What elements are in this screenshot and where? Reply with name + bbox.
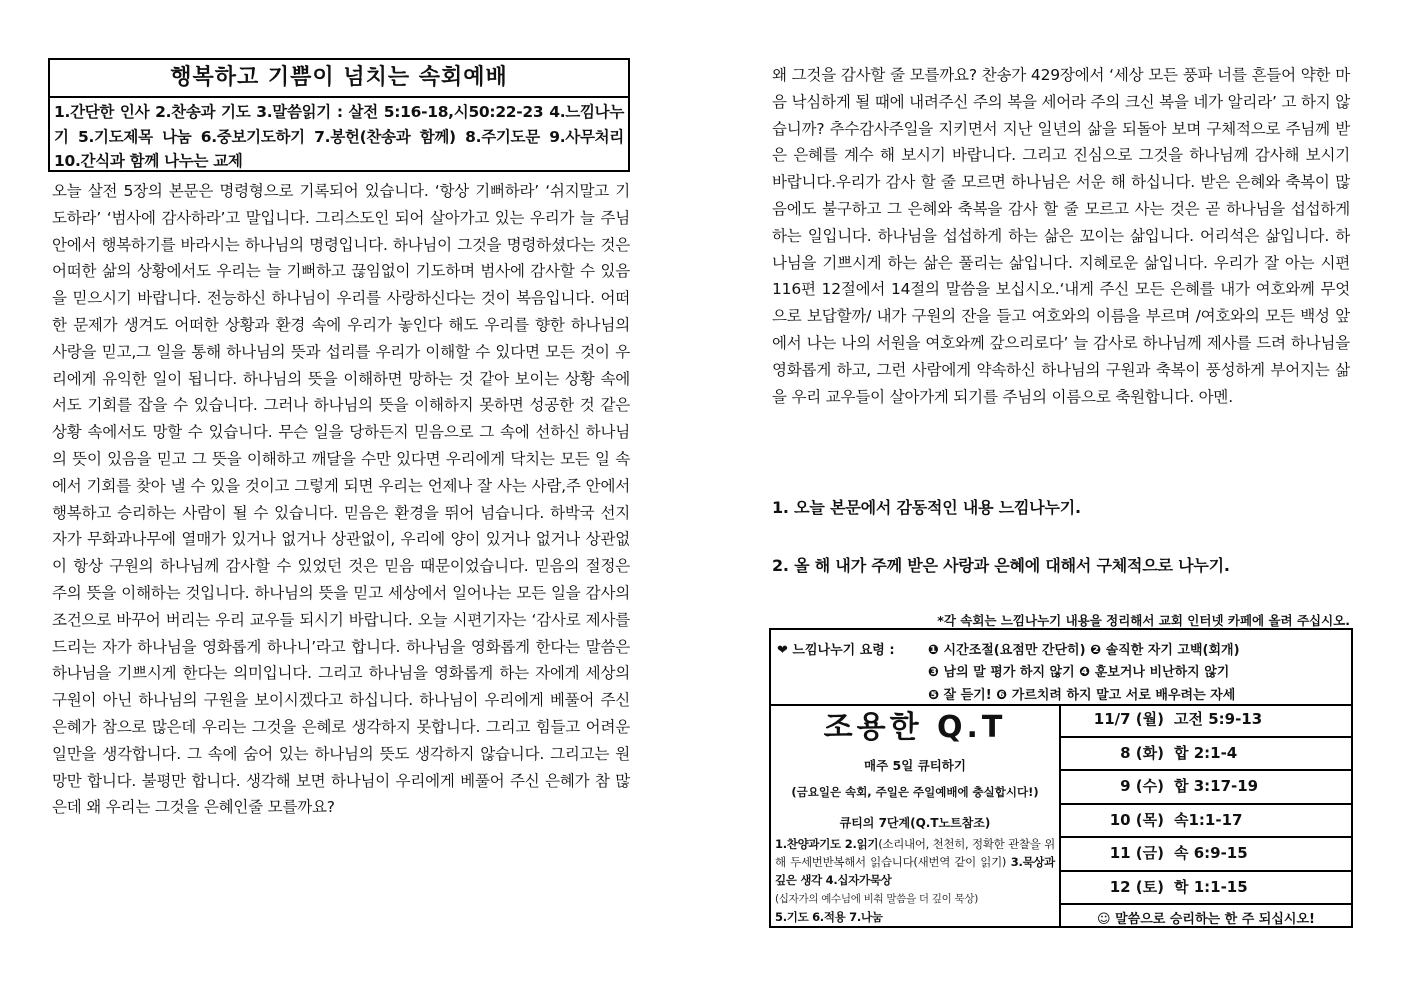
qt-step-2-note: (소리내어, 천천히, 정확한 관찰을 위해 두세번반복해서 읽습니다(새번역 같이 읽기)	[775, 837, 1055, 869]
schedule-row	[1061, 805, 1351, 839]
qt-step-1-2: 1.찬양과기도 2.읽기	[775, 837, 879, 851]
discussion-question-1: 1. 오늘 본문에서 감동적인 내용 느낌나누기.	[772, 498, 1081, 517]
schedule-day: 8 (화)	[1120, 743, 1164, 762]
qt-step-4-note: (십자가의 예수님에 비춰 말씀을 더 깊이 묵상)	[775, 893, 978, 905]
sermon-right-column: 왜 그것을 감사할 줄 모를까요? 찬송가 429장에서 ‘세상 모든 풍파 너를 흔들어 약한 마음 낙심하게 될 때에 내려주신 주의 복을 세어라 주의 크신 복을 네가 알리라’ 고 하지 않습니까? 추수감사주일을 지키면서 지난 일년의 삶을 되돌아 보며 구체적으로 주님께 받은 은혜를 계수 해 보시기 바랍니다. 그리고 진심으로 그것을 하나님께 감사해 보시기 바랍니다.우리가 감사 할 줄 모르면 하나님은 서운 해 하십니다. 받은 은혜와 축복이 많음에도 불구하고 그 은혜와 축복을 감사 할 줄 모르고 사는 것은 곧 하나님을 섭섭하게 하는 일입니다. 하나님을 섭섭하게 하는 삶은 꼬이는 삶입니다. 어리석은 삶입니다. 하나님을 기쁘시게 하는 삶은 풀리는 삶입니다. 지혜로운 삶입니다. 우리가 잘 아는 시편 116편 12절에서 14절의 말씀을 보십시오.‘내게 주신 모든 은혜를 내가 여호와께 무엇으로 보답할까/ 내가 구원의 잔을 들고 여호와의 이름을 부르며 /여호와의 모든 백성 앞에서 나는 나의 서원을 여호와께 갚으리로다’ 늘 감사로 하나님께 제사를 드려 하나님을 영화롭게 하고, 그런 사람에게 약속하신 하나님의 구원과 축복이 풍성하게 부어지는 삶을 우리 교우들이 살아가게 되기를 주님의 이름으로 축원합니다. 아멘.	[772, 66, 1350, 406]
discussion-question-2: 2. 올 해 내가 주께 받은 사랑과 은혜에 대해서 구체적으로 나누기.	[772, 556, 1230, 575]
schedule-reference: 합 3:17-19	[1174, 777, 1259, 795]
schedule-row	[1061, 838, 1351, 872]
sharing-guide-label: ❤ 느낌나누기 요령 :	[777, 643, 895, 658]
qt-schedule	[1061, 704, 1351, 926]
schedule-row	[1061, 704, 1351, 738]
closing-message: ☺ 말씀으로 승리하는 한 주 되십시오!	[1097, 912, 1315, 927]
schedule-day: 12 (토)	[1109, 877, 1164, 896]
sharing-guide-line-2: ❸ 남의 말 평가 하지 않기 ❹ 훈보거나 비난하지 않기	[928, 665, 1230, 680]
sharing-guide-line-3: ❺ 잘 듣기! ❻ 가르치려 하지 말고 서로 배우려는 자세	[928, 688, 1236, 703]
schedule-reference: 합 2:1-4	[1174, 743, 1238, 762]
sharing-guide-line-1: ❶ 시간조절(요점만 간단히) ❷ 솔직한 자기 고백(회개)	[928, 643, 1240, 658]
sermon-left-column: 오늘 살전 5장의 본문은 명령형으로 기록되어 있습니다. ‘항상 기뻐하라’ ‘쉬지말고 기도하라’ ‘범사에 감사하라’고 말입니다. 그리스도인 되어 살아가고 있는 우리가 늘 주님 안에서 행복하기를 바라시는 하나님의 명령입니다. 하나님이 그것을 명령하셨다는 것은 어떠한 삶의 상황에서도 우리는 늘 기뻐하고 끊임없이 기도하며 범사에 감사할 수 있음을 믿으시기 바랍니다. 전능하신 하나님이 우리를 사랑하신다는 것이 복음입니다. 어떠한 문제가 생겨도 어떠한 상황과 환경 속에 우리가 놓인다 해도 우리를 향한 하나님의 사랑을 믿고,그 일을 통해 하나님의 뜻과 섭리를 우리가 이해할 수 있다면 모든 것이 우리에게 유익한 일이 됩니다. 하나님의 뜻을 이해하면 망하는 것 같아 보이는 상황 속에서도 기회를 잡을 수 있습니다. 그러나 하나님의 뜻을 이해하지 못하면 성공한 것 같은 상황 속에서도 망할 수 있습니다. 무슨 일을 당하든지 믿음으로 그 속에 선하신 하나님의 뜻이 있음을 믿고 그 뜻을 이해하고 깨달을 수만 있다면 우리에게 닥치는 모든 일 속에서 기회를 찾아 낼 수 있을 것이고 그렇게 되면 우리는 언제나 잘 사는 사람,주 안에서 행복하고 승리하는 사람이 될 수 있습니다. 믿음은 환경을 뛰어 넘습니다. 하박국 선지자가 무화과나무에 열매가 있거나 없거나 상관없이, 우리에 양이 있거나 없거나 상관없이 항상 구원의 하나님께 감사할 수 있었던 것은 믿음 때문이었습니다. 믿음의 절정은 주의 뜻을 이해하는 것입니다. 하나님의 뜻을 믿고 세상에서 일어나는 모든 일을 감사의 조건으로 바꾸어 버리는 우리 교우들 되시기 바랍니다. 오늘 시편기자는 ‘감사로 제사를 드리는 자가 하나님을 영화롭게 하나니’라고 합니다. 하나님을 영화롭게 한다는 말씀은 하나님을 기쁘시게 한다는 의미입니다. 그리고 하나님을 영화롭게 하는 자에게 세상의 구원이 아닌 하나님의 구원을 보이시겠다고 하십니다. 하나님이 우리에게 베풀어 주신 은혜가 참으로 많은데 우리는 그것을 은혜로 생각하지 못합니다. 그리고 힘들고 어려운 일만을 생각합니다. 그 속에 숨어 있는 하나님의 뜻도 생각하지 않습니다. 그리고는 원망만 합니다. 불평만 합니다. 생각해 보면 하나님이 우리에게 베풀어 주신 은혜가 참 많은데 왜 우리는 그것을 은혜인줄 모를까요?	[52, 182, 630, 817]
schedule-row	[1061, 771, 1351, 805]
qt-steps	[771, 835, 1059, 926]
schedule-reference: 학 1:1-15	[1174, 877, 1248, 896]
schedule-reference: 속1:1-17	[1174, 810, 1243, 829]
schedule-day: 11/7 (월)	[1093, 710, 1164, 728]
worship-order: 1.간단한 인사 2.찬송과 기도 3.말씀읽기 : 살전 5:16-18,시50:22-23 4.느낌나누기 5.기도제목 나눔 6.중보기도하기 7.봉헌(찬송과 함께) 8.주기도문 9.사무처리 10.간식과 함께 나누는 교제	[54, 103, 624, 170]
schedule-row	[1061, 872, 1351, 906]
qt-subtitle: 매주 5일 큐티하기	[864, 758, 966, 773]
qt-subnote: (금요일은 속회, 주일은 주일예배에 충실합시다!)	[791, 785, 1039, 799]
schedule-row	[1061, 738, 1351, 772]
page-title: 행복하고 기쁨이 넘치는 속회예배	[50, 60, 628, 98]
qt-title: 조용한 Q.T	[823, 710, 1007, 745]
posting-note: *각 속회는 느낌나누기 내용을 정리해서 교회 인터넷 카페에 올려 주십시오.	[937, 613, 1350, 628]
schedule-day: 11 (금)	[1109, 844, 1164, 862]
worship-header-box	[48, 58, 630, 172]
qt-info-panel	[771, 704, 1061, 926]
schedule-reference: 속 6:9-15	[1174, 844, 1248, 862]
schedule-day: 9 (수)	[1120, 777, 1164, 795]
sharing-guide	[771, 630, 1351, 706]
qt-step-3-4: 3.묵상과 깊은 생각 4.십자가묵상	[775, 855, 1055, 887]
schedule-reference: 고전 5:9-13	[1174, 710, 1263, 728]
schedule-day: 10 (목)	[1109, 810, 1164, 829]
qt-step-5-7: 5.기도 6.적용 7.나눔	[775, 910, 883, 924]
qt-box	[769, 628, 1353, 928]
qt-steps-title: 큐티의 7단계(Q.T노트참조)	[839, 816, 991, 830]
